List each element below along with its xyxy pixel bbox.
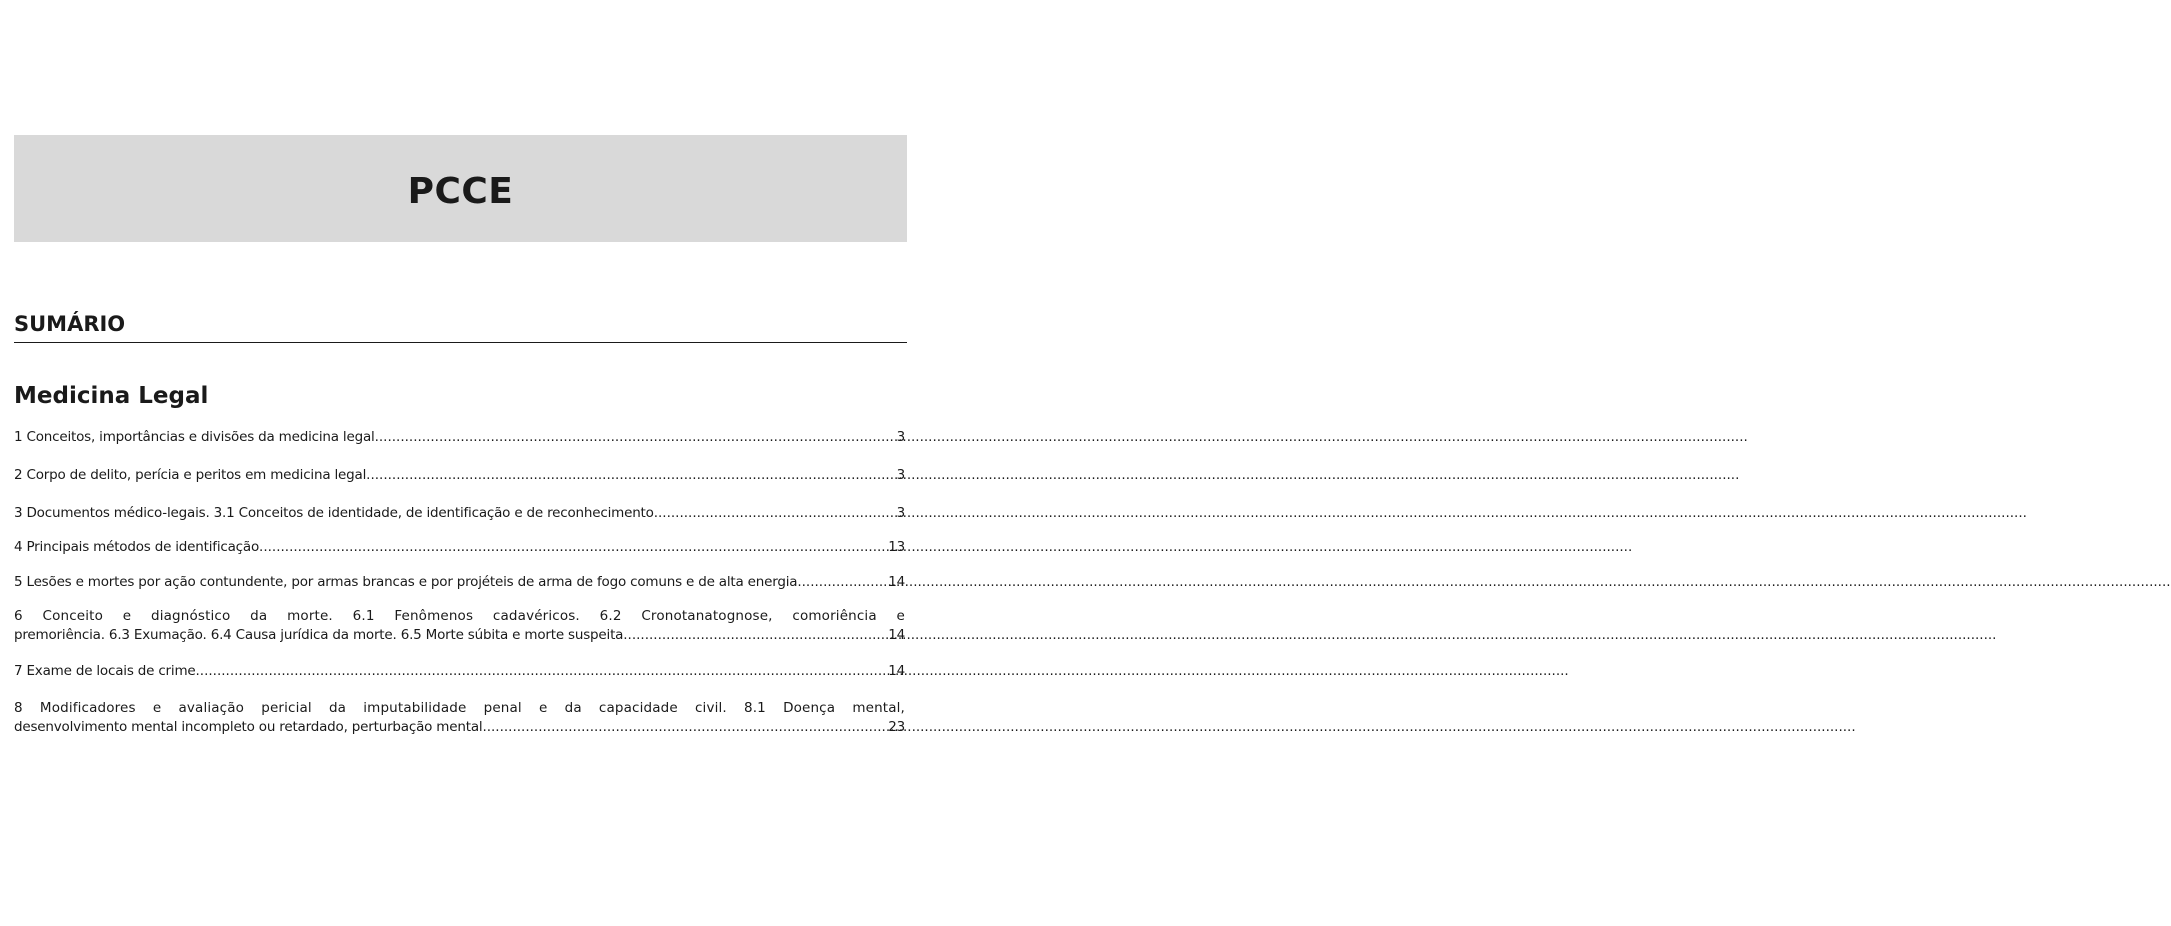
toc-entry-text-line2: desenvolvimento mental incompleto ou retardado, perturbação mental xyxy=(14,719,483,735)
toc-entry-3 xyxy=(14,504,905,523)
section-title: Medicina Legal xyxy=(14,383,209,409)
toc-entry-page: 3 xyxy=(896,467,905,483)
toc-entry-1 xyxy=(14,428,905,447)
toc-entry-page: 23 xyxy=(888,719,905,735)
toc-entry-4 xyxy=(14,538,905,557)
toc-entry-page: 3 xyxy=(896,429,905,445)
dot-leader xyxy=(482,718,886,737)
toc-entry-8 xyxy=(14,699,905,737)
dot-leader xyxy=(623,626,886,645)
toc-entry-page: 3 xyxy=(896,505,905,521)
table-of-contents xyxy=(14,428,905,737)
toc-entry-text: 3 Documentos médico-legais. 3.1 Conceitos de identidade, de identificação e de reconhecimento xyxy=(14,505,654,521)
toc-entry-text: 4 Principais métodos de identificação xyxy=(14,539,260,555)
dot-leader xyxy=(797,573,886,592)
toc-entry-page: 14 xyxy=(888,627,905,643)
title-banner xyxy=(14,135,907,242)
toc-entry-6 xyxy=(14,607,905,645)
toc-entry-text: 5 Lesões e mortes por ação contundente, por armas brancas e por projéteis de arma de fogo comuns e de alta energia xyxy=(14,574,798,590)
toc-entry-2 xyxy=(14,466,905,485)
toc-entry-page: 13 xyxy=(888,539,905,555)
toc-entry-text: 7 Exame de locais de crime xyxy=(14,663,196,679)
document-title: PCCE xyxy=(407,171,514,212)
toc-entry-5 xyxy=(14,573,905,592)
toc-entry-7 xyxy=(14,662,905,681)
dot-leader xyxy=(654,504,895,523)
toc-entry-text: 2 Corpo de delito, perícia e peritos em medicina legal xyxy=(14,467,367,483)
toc-entry-text: 1 Conceitos, importâncias e divisões da medicina legal xyxy=(14,429,375,445)
dot-leader xyxy=(375,428,895,447)
dot-leader xyxy=(259,538,886,557)
toc-entry-text-line1: 6 Conceito e diagnóstico da morte. 6.1 Fenômenos cadavéricos. 6.2 Cronotanatognose, comoriência e xyxy=(14,608,905,624)
toc-entry-page: 14 xyxy=(888,574,905,590)
toc-entry-text-line1: 8 Modificadores e avaliação pericial da imputabilidade penal e da capacidade civil. 8.1 Doença mental, xyxy=(14,700,905,716)
toc-entry-text-line2: premoriência. 6.3 Exumação. 6.4 Causa jurídica da morte. 6.5 Morte súbita e morte suspeita xyxy=(14,627,624,643)
toc-entry-page: 14 xyxy=(888,663,905,679)
dot-leader xyxy=(196,662,887,681)
summary-heading: SUMÁRIO xyxy=(14,310,907,343)
dot-leader xyxy=(366,466,894,485)
